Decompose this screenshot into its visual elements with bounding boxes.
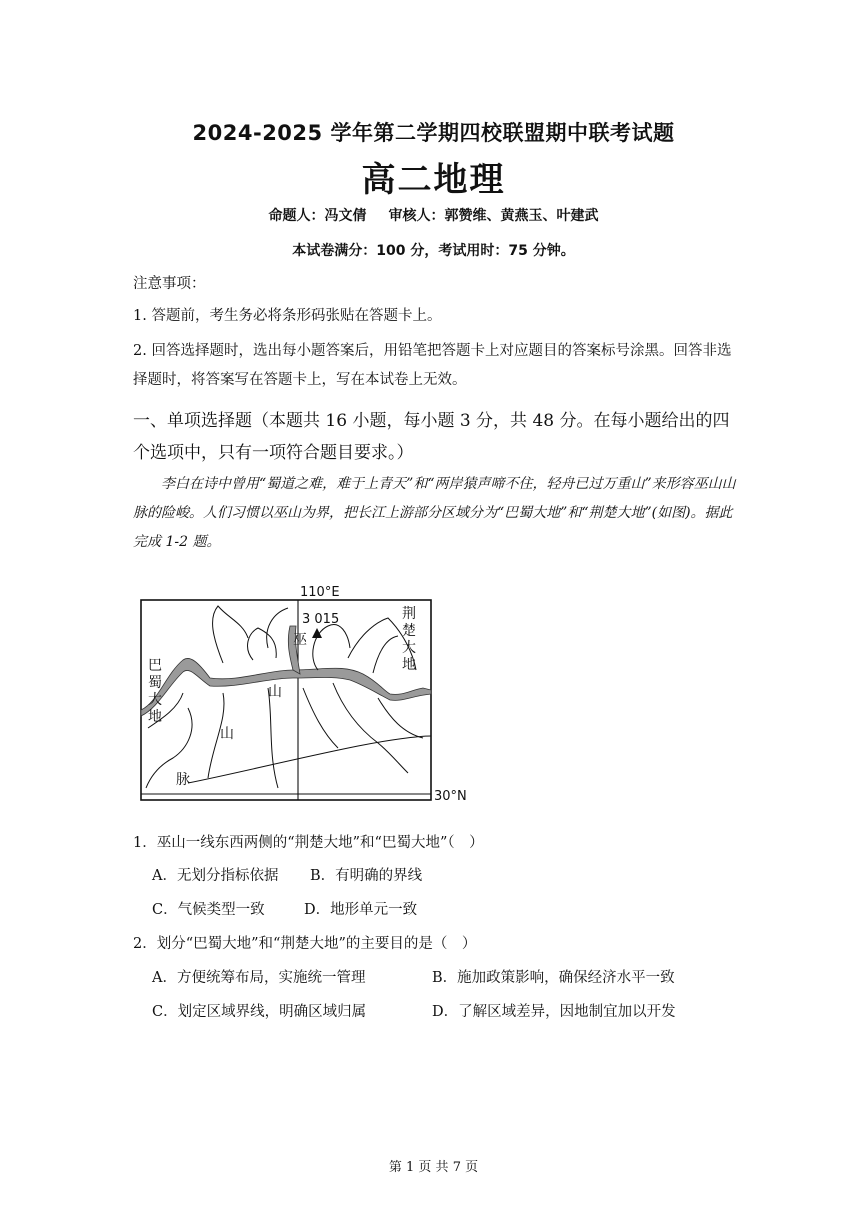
map-label-mai: 脉 [176,772,190,788]
svg-text:荆: 荆 [402,606,416,622]
map-label-shan-2: 山 [220,726,234,742]
svg-text:蜀: 蜀 [148,675,162,691]
peak-elevation: 3 015 [302,612,340,627]
note-item-1: 1. 答题前，考生务必将条形码张贴在答题卡上。 [133,308,442,324]
subject-title: 高二地理 [361,160,506,200]
passage: 李白在诗中曾用“蜀道之难，难于上青天”和“两岸猿声啼不住，轻舟已过万重山”来形容巫山山脉的险峻。人们习惯以巫山为界，把长江上游部分区域分为“巴蜀大地”和“荆楚大地”(如图)。据此完成 1-2 题。 [133,476,736,550]
q1-option-a: A．无划分指标依据 [152,868,279,884]
q1-option-b: B．有明确的界线 [310,868,423,884]
wushan-map [128,578,473,808]
q2-option-d: D．了解区域差异，因地制宜加以开发 [432,1004,676,1020]
longitude-label: 110°E [300,585,340,600]
map-label-wu: 巫 [293,632,307,648]
exam-info: 本试卷满分：100 分，考试用时：75 分钟。 [292,243,575,259]
question-2-stem: 2．划分“巴蜀大地”和“荆楚大地”的主要目的是（ ） [133,936,477,952]
note-item-2: 2. 回答选择题时，选出每小题答案后，用铅笔把答题卡上对应题目的答案标号涂黑。回答非选择题时，将答案写在答题卡上，写在本试卷上无效。 [133,343,732,388]
question-1-stem: 1．巫山一线东西两侧的“荆楚大地”和“巴蜀大地”（ ） [133,835,484,851]
left-region-label [148,658,162,725]
svg-text:巴: 巴 [148,658,162,674]
svg-text:大: 大 [402,640,416,656]
q1-option-d: D．地形单元一致 [304,902,418,918]
q2-option-c: C．划定区域界线，明确区域归属 [152,1004,367,1020]
section-heading: 一、单项选择题（本题共 16 小题，每小题 3 分，共 48 分。在每小题给出的四个选项中，只有一项符合题目要求。） [133,411,730,463]
page-footer: 第 1 页 共 7 页 [388,1160,479,1175]
q2-option-b: B．施加政策影响，确保经济水平一致 [432,970,675,986]
svg-text:大: 大 [148,692,162,708]
map-label-shan-1: 山 [268,684,282,700]
svg-text:地: 地 [402,657,416,673]
svg-text:楚: 楚 [402,623,416,639]
q1-option-c: C．气候类型一致 [152,902,265,918]
notes-heading: 注意事项： [133,276,206,292]
author-line [0,205,867,225]
map-frame [141,600,431,800]
latitude-label: 30°N [434,789,467,804]
author: 命题人：冯文倩 [268,208,367,224]
reviewers: 审核人：郭赞维、黄燕玉、叶建武 [388,208,599,224]
q2-option-a: A．方便统筹布局，实施统一管理 [152,970,366,986]
exam-title: 2024-2025 学年第二学期四校联盟期中联考试题 [192,121,675,145]
svg-text:地: 地 [148,709,162,725]
